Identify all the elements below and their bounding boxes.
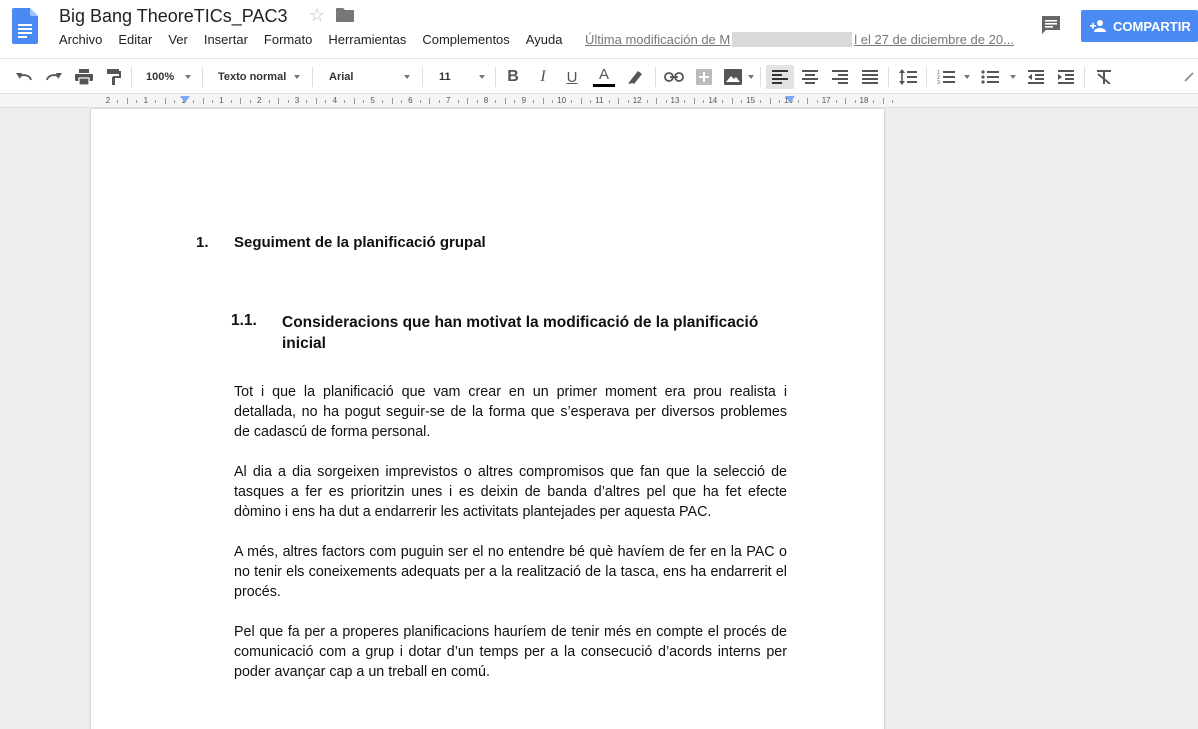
menu-complementos[interactable]: Complementos bbox=[422, 32, 510, 47]
ruler-label: 11 bbox=[595, 96, 604, 105]
svg-text:3: 3 bbox=[937, 80, 940, 84]
add-comment-icon[interactable] bbox=[693, 65, 715, 89]
align-center-icon[interactable] bbox=[798, 65, 822, 89]
menu-ayuda[interactable]: Ayuda bbox=[525, 32, 563, 47]
ruler-tick bbox=[174, 100, 175, 103]
numbered-list-icon[interactable] bbox=[934, 65, 958, 89]
ruler-tick bbox=[552, 100, 553, 103]
toolbar bbox=[0, 58, 1198, 94]
last-edit-prefix: Última modificación de M bbox=[585, 32, 731, 47]
ruler-tick bbox=[344, 100, 345, 103]
header bbox=[0, 0, 1198, 58]
style-value: Texto normal bbox=[218, 71, 287, 83]
ruler-tick bbox=[250, 100, 251, 103]
ruler-label: 13 bbox=[670, 96, 680, 105]
ruler-tick bbox=[571, 100, 572, 103]
ruler-tick bbox=[760, 100, 761, 103]
menu-editar[interactable]: Editar bbox=[118, 32, 153, 47]
paragraph: Al dia a dia sorgeixen imprevistos o altres compromisos que fan que la selecció de tasques a fer es prioritzin unes i es deixin de banda d’altres pel que ha fet efecte dòmino i ens ha dut a endarrerir les activitats plantejades per aquesta PAC. bbox=[234, 464, 787, 520]
ruler-tick bbox=[458, 100, 459, 103]
ruler-tick bbox=[212, 100, 213, 103]
ruler-tick bbox=[618, 98, 619, 104]
ruler-tick bbox=[316, 98, 317, 104]
print-icon[interactable] bbox=[72, 65, 96, 89]
ruler-tick bbox=[269, 100, 270, 103]
ruler-tick bbox=[647, 100, 648, 103]
align-right-icon[interactable] bbox=[828, 65, 852, 89]
ruler-tick bbox=[439, 100, 440, 103]
ruler-tick bbox=[325, 100, 326, 103]
ruler-tick bbox=[855, 100, 856, 103]
ruler-label: 8 bbox=[483, 96, 489, 105]
ruler-tick bbox=[656, 98, 657, 104]
text-color-swatch bbox=[593, 84, 615, 87]
chevron-down-icon bbox=[748, 75, 754, 79]
ruler-label: 15 bbox=[746, 96, 756, 105]
chevron-down-icon bbox=[185, 75, 191, 79]
right-indent-marker[interactable] bbox=[785, 96, 795, 103]
menu-archivo[interactable]: Archivo bbox=[59, 32, 103, 47]
text-color-icon: A bbox=[598, 66, 609, 83]
paint-format-icon[interactable] bbox=[102, 65, 126, 89]
ruler-label: 1 bbox=[143, 96, 149, 105]
ruler-label: 18 bbox=[859, 96, 869, 105]
ruler-label: 6 bbox=[408, 96, 413, 105]
ruler-tick bbox=[845, 98, 846, 104]
redo-icon[interactable] bbox=[42, 65, 66, 89]
bold-button[interactable]: B bbox=[507, 68, 519, 85]
ruler-tick bbox=[203, 98, 204, 104]
ruler-label: 17 bbox=[821, 96, 831, 105]
ruler-label: 2 bbox=[256, 96, 262, 105]
document-page[interactable] bbox=[91, 109, 884, 729]
clear-formatting-icon[interactable] bbox=[1092, 65, 1116, 89]
undo-icon[interactable] bbox=[12, 65, 36, 89]
ruler-tick bbox=[477, 100, 478, 103]
ruler-tick bbox=[807, 98, 808, 104]
ruler-tick bbox=[722, 100, 723, 103]
ruler-label: 4 bbox=[332, 96, 338, 105]
ruler-tick bbox=[883, 98, 884, 104]
link-icon[interactable] bbox=[662, 65, 686, 89]
heading-1: Seguiment de la planificació grupal bbox=[234, 234, 486, 251]
font-size-value: 11 bbox=[439, 71, 451, 83]
ruler-label: 2 bbox=[105, 96, 111, 105]
ruler-tick bbox=[817, 100, 818, 103]
chevron-down-icon bbox=[964, 75, 970, 79]
document-title[interactable]: Big Bang TheoreTICs_PAC3 bbox=[59, 6, 288, 26]
menu-bar bbox=[59, 31, 578, 49]
docs-logo-icon[interactable] bbox=[12, 8, 38, 44]
last-edit-link[interactable] bbox=[585, 31, 1014, 49]
decrease-indent-icon[interactable] bbox=[1024, 65, 1048, 89]
ruler-label: 1 bbox=[181, 96, 186, 105]
ruler-tick bbox=[873, 100, 874, 103]
paragraph: A més, altres factors com puguin ser el no entendre bé què havíem de fer en la PAC o no tenir els coneixements adequats per a la realització de la tasca, ens ha endarrerit el procés. bbox=[234, 544, 787, 600]
font-value: Arial bbox=[329, 71, 354, 83]
font-select[interactable] bbox=[329, 65, 353, 89]
italic-button[interactable]: I bbox=[540, 68, 546, 85]
ruler-tick bbox=[193, 100, 194, 103]
ruler-tick bbox=[495, 100, 496, 103]
ruler-tick bbox=[306, 100, 307, 103]
ruler-tick bbox=[609, 100, 610, 103]
ruler-tick bbox=[543, 98, 544, 104]
ruler-tick bbox=[420, 100, 421, 103]
heading-2-number: 1.1. bbox=[231, 312, 257, 329]
style-select[interactable] bbox=[218, 65, 286, 89]
ruler-tick bbox=[136, 100, 137, 103]
svg-text:2: 2 bbox=[937, 75, 940, 81]
star-icon[interactable]: ☆ bbox=[309, 5, 326, 25]
ruler-tick bbox=[155, 100, 156, 103]
ruler-tick bbox=[732, 98, 733, 104]
ruler-tick bbox=[779, 100, 780, 103]
ruler-label: 5 bbox=[370, 96, 375, 105]
ruler-label: 1 bbox=[219, 96, 224, 105]
heading-1-number: 1. bbox=[196, 234, 209, 251]
ruler-tick bbox=[278, 98, 279, 104]
ruler-label: 16 bbox=[783, 96, 793, 105]
svg-text:1: 1 bbox=[937, 70, 940, 76]
ruler-tick bbox=[770, 98, 771, 104]
ruler-tick bbox=[741, 100, 742, 103]
ruler-tick bbox=[590, 100, 591, 103]
ruler-tick bbox=[354, 98, 355, 104]
zoom-value: 100% bbox=[146, 71, 175, 83]
insert-image-icon[interactable] bbox=[721, 65, 745, 89]
ruler-tick bbox=[240, 98, 241, 104]
share-label: COMPARTIR bbox=[1113, 18, 1191, 34]
chevron-down-icon bbox=[1010, 75, 1016, 79]
chevron-down-icon bbox=[404, 75, 410, 79]
bulleted-list-icon[interactable] bbox=[978, 65, 1002, 89]
folder-icon[interactable] bbox=[336, 7, 354, 23]
ruler-label: 9 bbox=[521, 96, 527, 105]
last-edit-suffix: l el 27 de diciembre de 20... bbox=[854, 32, 1014, 47]
menu-insertar[interactable]: Insertar bbox=[203, 32, 248, 47]
align-left-button[interactable] bbox=[766, 65, 794, 89]
ruler-tick bbox=[694, 98, 695, 104]
align-justify-icon[interactable] bbox=[858, 65, 882, 89]
ruler[interactable] bbox=[0, 94, 1198, 108]
ruler-label: 14 bbox=[708, 96, 718, 105]
ruler-tick bbox=[382, 100, 383, 103]
paragraph: Pel que fa per a properes planificacions hauríem de tenir més en compte el procés de comunicació com a grup i dotar d’un temps per a la consecució d’acords interns per poder avançar cap a un treball en comú. bbox=[234, 624, 787, 680]
text-color-button[interactable] bbox=[591, 65, 617, 89]
ruler-tick bbox=[467, 98, 468, 104]
ruler-tick bbox=[581, 98, 582, 104]
chevron-down-icon bbox=[479, 75, 485, 79]
ruler-tick bbox=[514, 100, 515, 103]
ruler-tick bbox=[798, 100, 799, 103]
menu-ver[interactable]: Ver bbox=[168, 32, 188, 47]
ruler-tick bbox=[703, 100, 704, 103]
paragraph: Tot i que la planificació que vam crear en un primer moment era prou realista i detallada, no ha pogut seguir-se de la forma que s’esperava per diversos problemes de cadascú de forma personal. bbox=[234, 384, 787, 440]
redacted-name bbox=[732, 32, 852, 47]
ruler-label: 3 bbox=[294, 96, 300, 105]
ruler-label: 7 bbox=[445, 96, 451, 105]
ruler-tick bbox=[505, 98, 506, 104]
ruler-label: 10 bbox=[557, 96, 567, 105]
ruler-marks bbox=[0, 94, 1198, 108]
comments-icon[interactable] bbox=[1040, 14, 1062, 36]
highlight-icon[interactable] bbox=[624, 65, 646, 89]
chevron-down-icon bbox=[294, 75, 300, 79]
person-add-icon bbox=[1089, 19, 1107, 33]
ruler-tick bbox=[127, 98, 128, 104]
collapse-toolbar-icon[interactable] bbox=[1182, 65, 1196, 89]
menu-herramientas[interactable]: Herramientas bbox=[328, 32, 407, 47]
ruler-tick bbox=[165, 98, 166, 104]
ruler-label: 12 bbox=[632, 96, 642, 105]
ruler-tick bbox=[429, 98, 430, 104]
ruler-tick bbox=[392, 98, 393, 104]
ruler-tick bbox=[288, 100, 289, 103]
increase-indent-icon[interactable] bbox=[1054, 65, 1078, 89]
line-spacing-icon[interactable] bbox=[896, 65, 920, 89]
ruler-tick bbox=[684, 100, 685, 103]
zoom-select[interactable] bbox=[146, 65, 174, 89]
ruler-tick bbox=[117, 100, 118, 103]
underline-button[interactable]: U bbox=[566, 68, 578, 86]
menu-formato[interactable]: Formato bbox=[263, 32, 313, 47]
ruler-tick bbox=[628, 100, 629, 103]
font-size-select[interactable] bbox=[439, 65, 451, 89]
ruler-tick bbox=[836, 100, 837, 103]
ruler-tick bbox=[666, 100, 667, 103]
ruler-tick bbox=[231, 100, 232, 103]
share-button[interactable] bbox=[1081, 10, 1198, 42]
ruler-tick bbox=[533, 100, 534, 103]
ruler-tick bbox=[363, 100, 364, 103]
ruler-tick bbox=[401, 100, 402, 103]
heading-2: Consideracions que han motivat la modificació de la planificació inicial bbox=[282, 314, 759, 352]
left-indent-marker[interactable] bbox=[180, 96, 190, 103]
ruler-tick bbox=[892, 100, 893, 103]
